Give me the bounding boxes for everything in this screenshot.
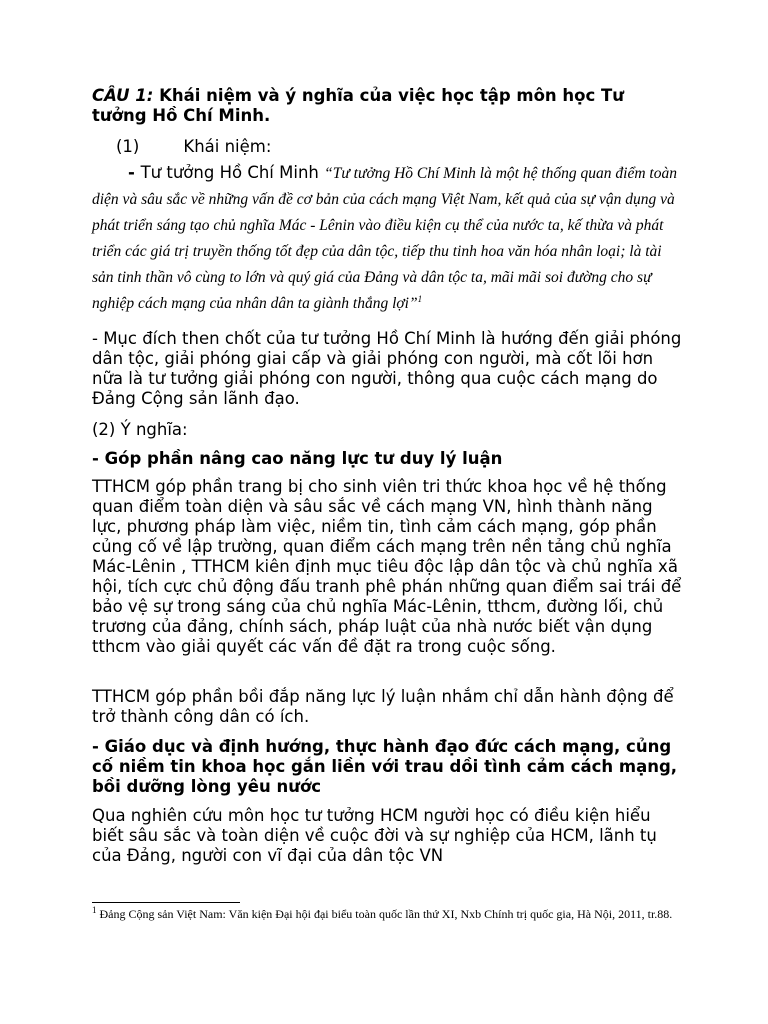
- section1-number: (1): [116, 137, 140, 156]
- definition-dash: -: [128, 163, 141, 182]
- definition-term: Tư tưởng Hồ Chí Minh: [140, 163, 325, 182]
- purpose-paragraph: - Mục đích then chốt của tư tưởng Hồ Chí Minh là hướng đến giải phóng dân tộc, giải phóng giai cấp và giải phóng con người, mà cốt lõi hơn nữa là tư tưởng giải phóng con người, thông qua cuộc cách mạng do Đảng Cộng sản lãnh đạo.: [92, 329, 682, 408]
- point1-paragraph-2: TTHCM góp phần bồi đắp năng lực lý luận nhắm chỉ dẫn hành động để trở thành công dân có ích.: [92, 687, 674, 726]
- footnote-ref: 1: [417, 293, 423, 304]
- footnote: [92, 906, 692, 923]
- question-title: [92, 86, 682, 126]
- question-text: Khái niệm và ý nghĩa của việc học tập môn học Tư tưởng Hồ Chí Minh.: [92, 86, 625, 125]
- section1-heading: [116, 137, 706, 157]
- point2-heading: - Giáo dục và định hướng, thực hành đạo đức cách mạng, củng cố niềm tin khoa học gắn liền với trau dồi tình cảm cách mạng, bồi dưỡng lòng yêu nước: [92, 737, 678, 796]
- point2-paragraph: Qua nghiên cứu môn học tư tưởng HCM người học có điều kiện hiểu biết sâu sắc và toàn diện về cuộc đời và sự nghiệp của HCM, lãnh tụ của Đảng, người con vĩ đại của dân tộc VN: [92, 806, 657, 865]
- point1-paragraph-1: TTHCM góp phần trang bị cho sinh viên tri thức khoa học về hệ thống quan điểm toàn diện và sâu sắc về cách mạng VN, hình thành năng lực, phương pháp làm việc, niềm tin, tình cảm cách mạng, góp phần củng cố về lập trường, quan điểm cách mạng trên nền tảng chủ nghĩa Mác-Lênin , TTHCM kiên định mục tiêu độc lập dân tộc và chủ nghĩa xã hội, tích cực chủ động đấu tranh phê phán những quan điểm sai trái để bảo vệ sự trong sáng của chủ nghĩa Mác-Lênin, tthcm, đường lối, chủ trương của đảng, chính sách, pháp luật của nhà nước biết vận dụng tthcm vào giải quyết các vấn đề đặt ra trong cuộc sống.: [92, 477, 682, 656]
- footnote-divider: [92, 902, 240, 903]
- footnote-number: 1: [92, 905, 97, 915]
- footnote-text: Đảng Cộng sản Việt Nam: Văn kiện Đại hội đại biểu toàn quốc lần thứ XI, Nxb Chính trị quốc gia, Hà Nội, 2011, tr.88.: [96, 907, 673, 921]
- section1-title: Khái niệm:: [183, 137, 272, 156]
- section2-heading: (2) Ý nghĩa:: [92, 420, 188, 439]
- point1-heading: - Góp phần nâng cao năng lực tư duy lý luận: [92, 449, 503, 468]
- definition-quote: “Tư tưởng Hồ Chí Minh là một hệ thống quan điểm toàn diện và sâu sắc về những vấn đề cơ bản của cách mạng Việt Nam, kết quả của sự vận dụng và phát triển sáng tạo chủ nghĩa Mác - Lênin vào điều kiện cụ thể của nước ta, kế thừa và phát triển các giá trị truyền thống tốt đẹp của dân tộc, tiếp thu tinh hoa văn hóa nhân loại; là tài sản tinh thần vô cùng to lớn và quý giá của Đảng và dân tộc ta, mãi mãi soi đường cho sự nghiệp cách mạng của nhân dân ta giành thắng lợi”: [92, 165, 677, 312]
- question-label: CÂU 1:: [92, 86, 154, 105]
- definition-paragraph: [92, 161, 682, 317]
